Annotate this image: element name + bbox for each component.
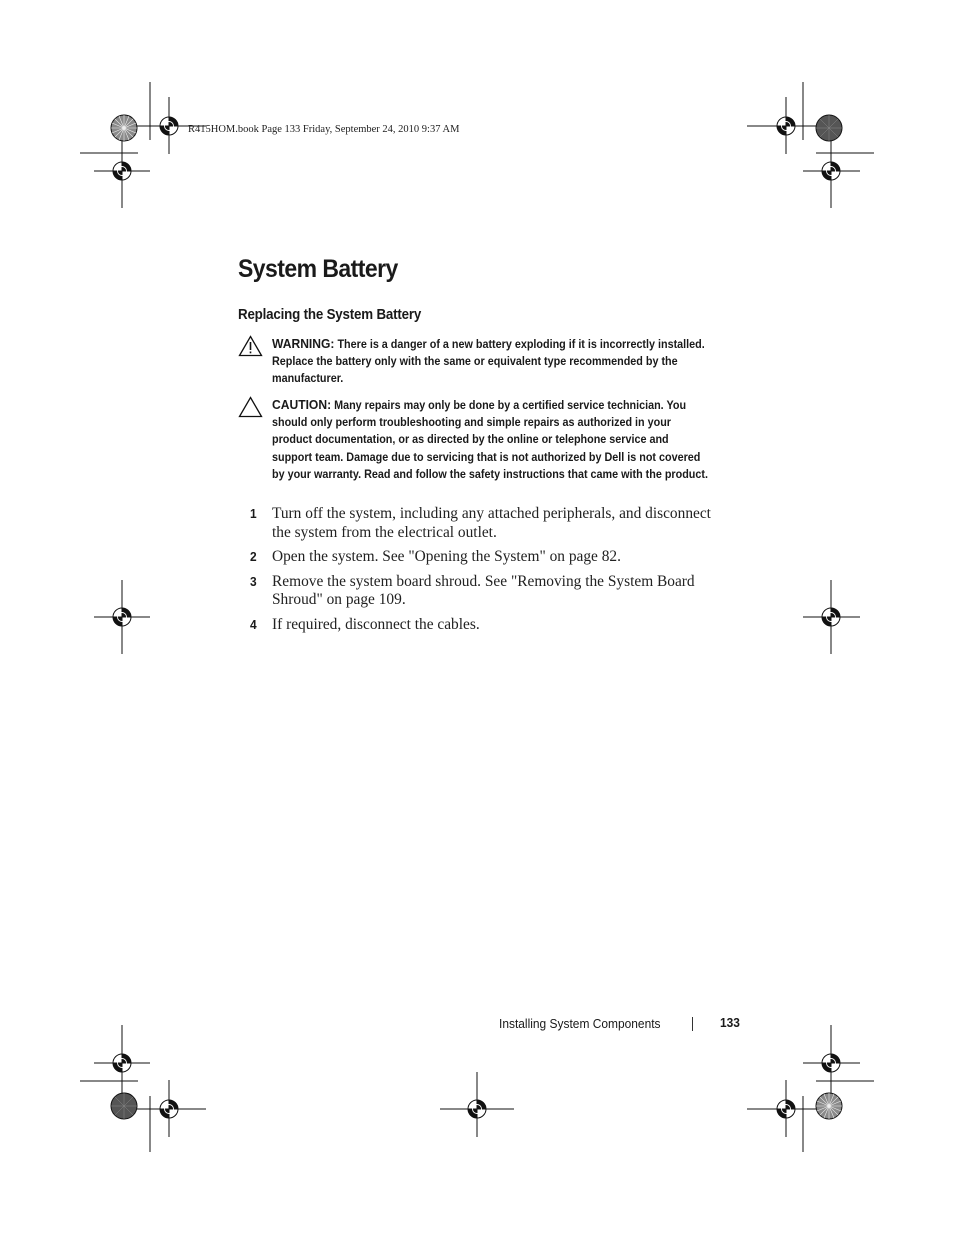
step-number: 3: [250, 573, 257, 589]
caution-notice: [238, 396, 738, 501]
warning-body: There is a danger of a new battery exploding if it is incorrectly installed. Replace the battery only with the same or equivalent type recommended by the manufacturer.: [272, 338, 705, 386]
caution-text: [272, 396, 709, 483]
procedure-steps: [238, 505, 738, 640]
step-text: Open the system. See "Opening the System" on page 82.: [272, 548, 621, 565]
step-item: [238, 573, 738, 610]
step-number: 4: [250, 616, 257, 632]
step-number: 2: [250, 549, 257, 564]
caution-label: CAUTION:: [272, 397, 332, 412]
step-number: 1: [250, 506, 257, 521]
print-slug: R415HOM.book Page 133 Friday, September 24, 2010 9:37 AM: [188, 124, 460, 135]
step-item: [238, 616, 738, 635]
warning-label: WARNING:: [272, 336, 335, 351]
warning-notice: [238, 335, 738, 390]
footer-section-label: Installing System Components: [499, 1016, 661, 1031]
caution-triangle-icon: [238, 396, 263, 418]
step-item: [238, 548, 738, 567]
page-title: System Battery: [238, 255, 398, 283]
step-text: If required, disconnect the cables.: [272, 615, 480, 633]
step-text: Turn off the system, including any attached peripherals, and disconnect the system from the electrical outlet.: [272, 505, 711, 541]
section-heading: Replacing the System Battery: [238, 307, 422, 323]
warning-text: [272, 335, 709, 388]
caution-body: Many repairs may only be done by a certified service technician. You should only perform troubleshooting and simple repairs as authorized in your product documentation, or as directed by the online or telephone service and support team. Damage due to servicing that is not authorized by Dell is not covered by your warranty. Read and follow the safety instructions that came with the product.: [272, 399, 708, 481]
footer-divider: [692, 1017, 693, 1031]
step-text: Remove the system board shroud. See "Removing the System Board Shroud" on page 109.: [272, 572, 695, 608]
warning-triangle-icon: [238, 335, 263, 357]
page-number: 133: [720, 1015, 740, 1030]
step-item: [238, 505, 738, 542]
